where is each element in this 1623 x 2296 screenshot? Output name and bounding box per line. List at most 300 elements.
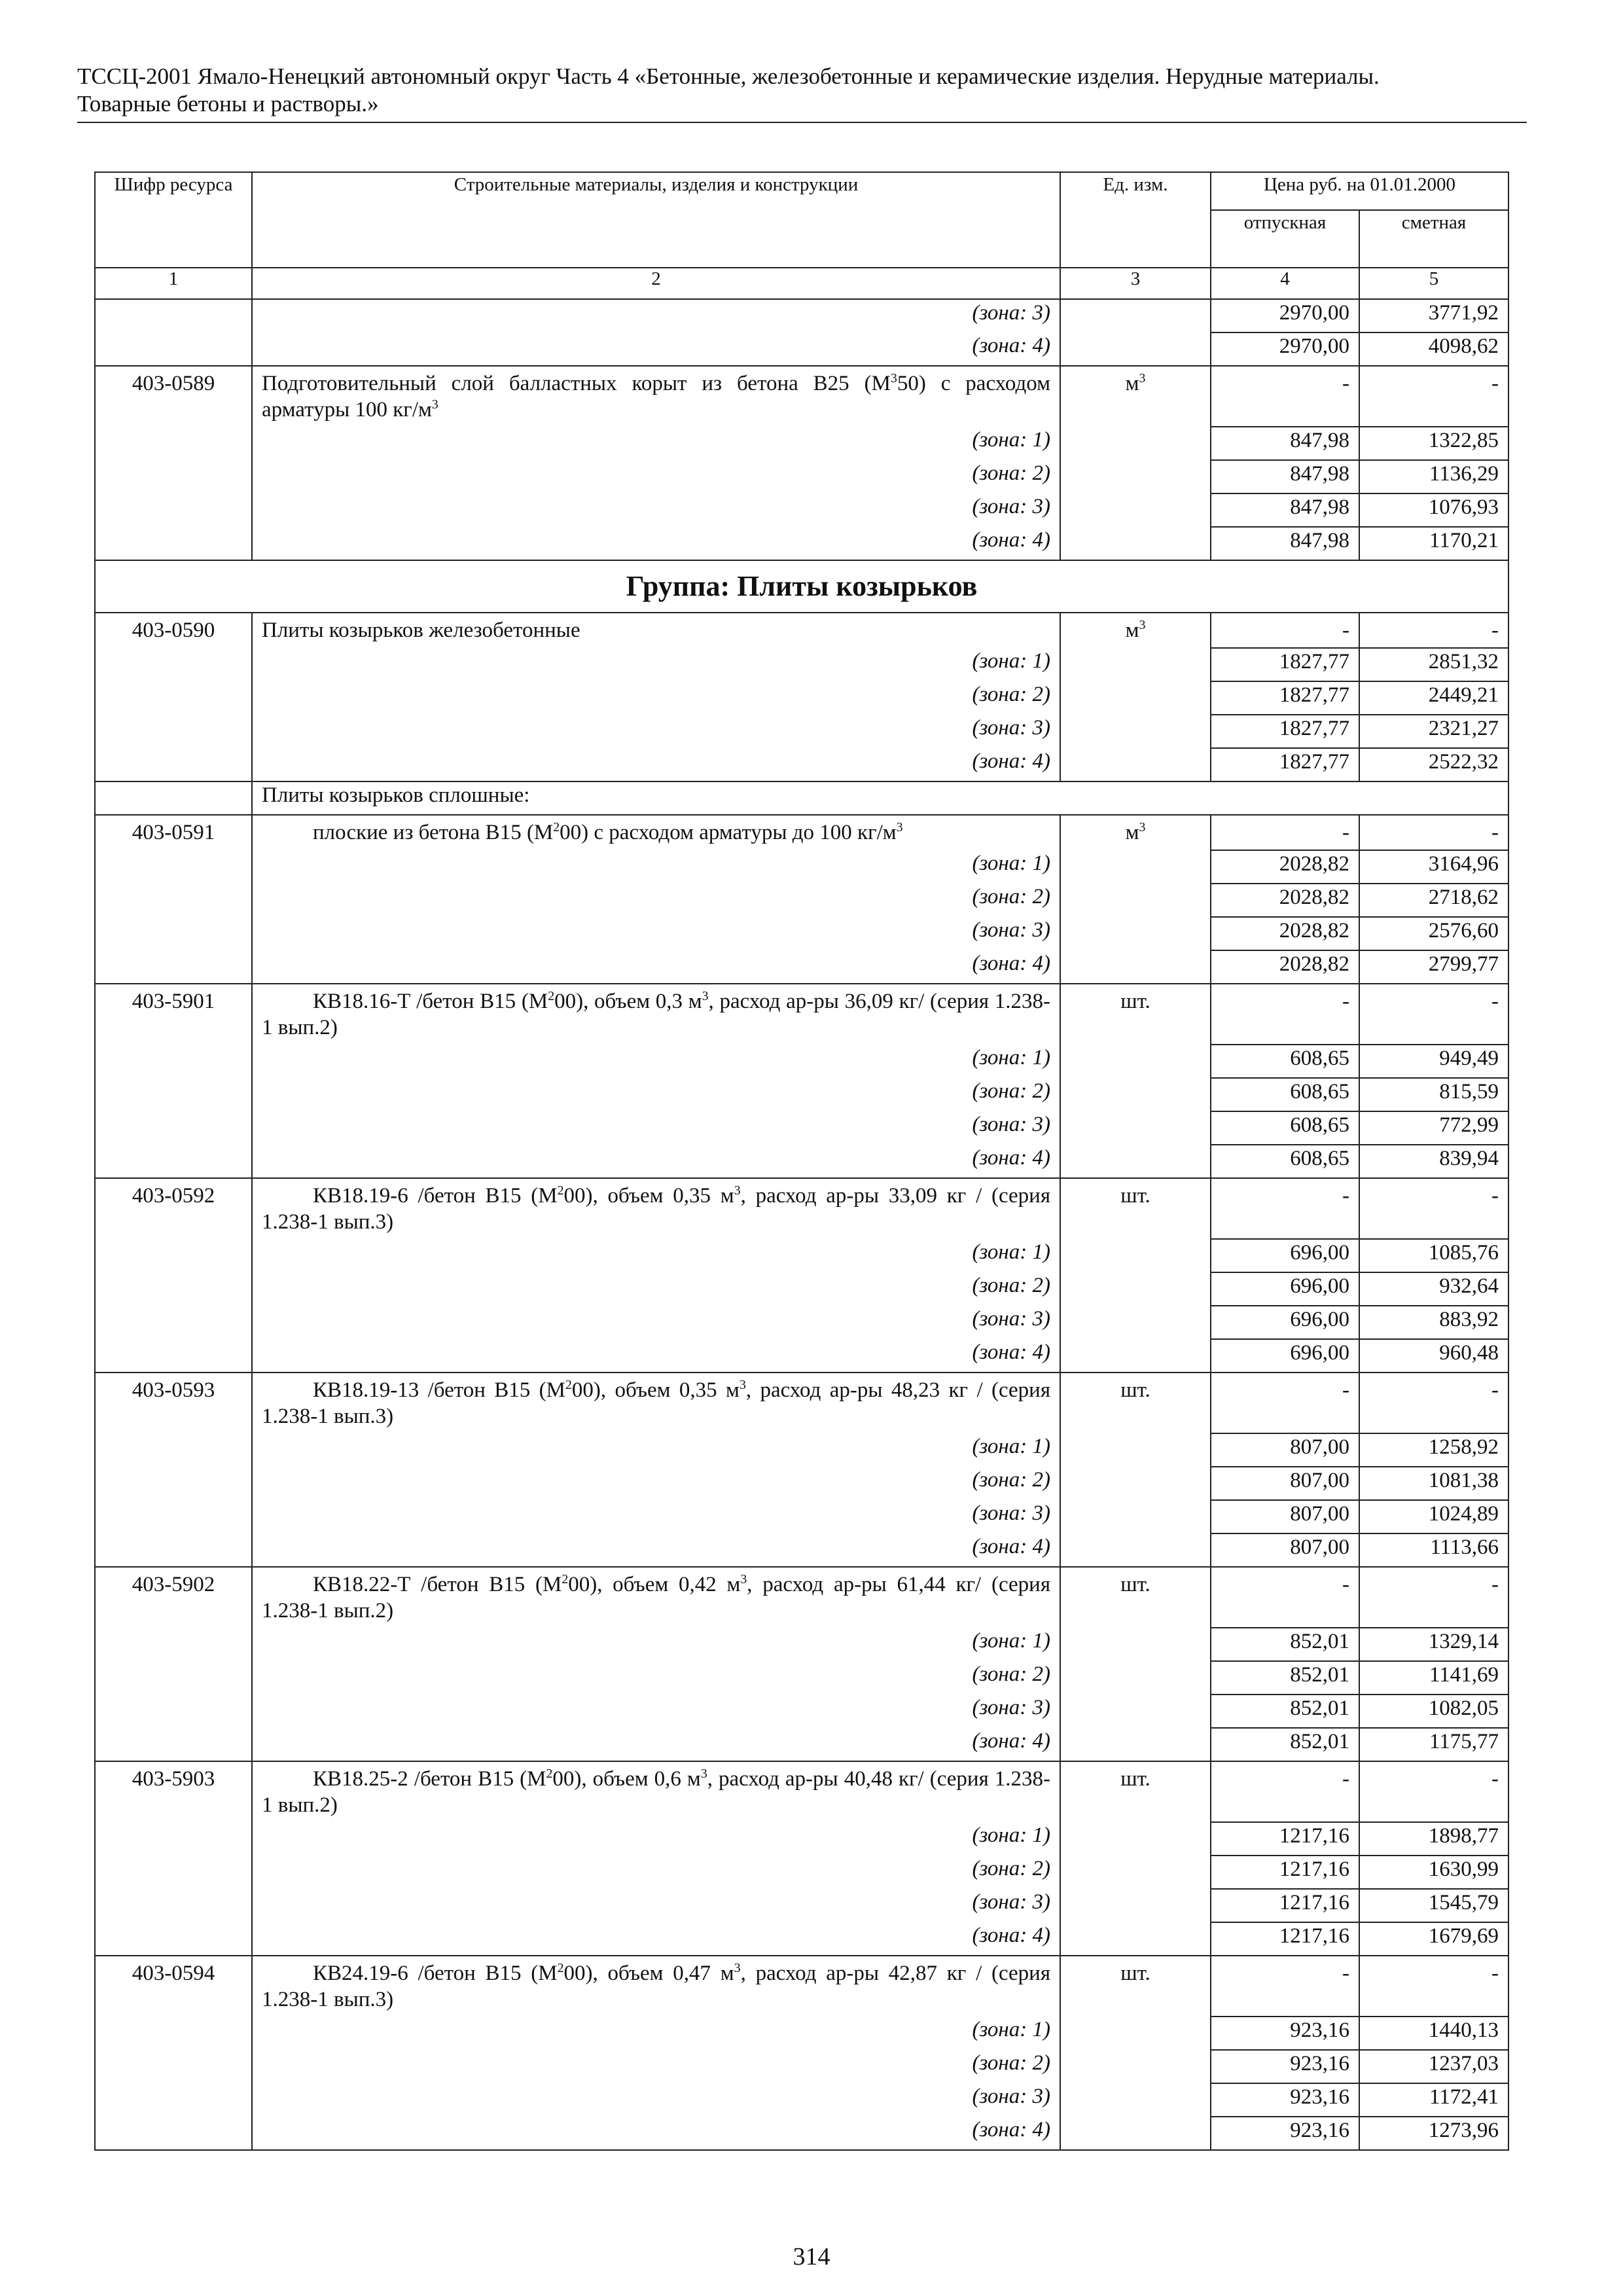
zone-label: (зона: 2)	[252, 1467, 1060, 1500]
unit-of-measure: шт.	[1060, 1567, 1211, 1628]
unit-cell	[1060, 332, 1211, 366]
unit-cell	[1060, 648, 1211, 681]
release-price: 1827,77	[1211, 681, 1359, 715]
zone-label: (зона: 2)	[252, 1661, 1060, 1695]
zone-label: (зона: 3)	[252, 1111, 1060, 1145]
code-cell	[95, 332, 252, 366]
estimate-price: 839,94	[1359, 1145, 1508, 1178]
release-price: 608,65	[1211, 1145, 1359, 1178]
estimate-price: 772,99	[1359, 1111, 1508, 1145]
header-line-1: ТССЦ-2001 Ямало-Ненецкий автономный округ Часть 4 «Бетонные, железобетонные и керамические изделия. Нерудные материалы.	[77, 63, 1380, 89]
code-cell	[95, 917, 252, 950]
release-price: -	[1211, 1567, 1359, 1628]
release-price: 852,01	[1211, 1695, 1359, 1728]
zone-row	[95, 917, 1508, 950]
resource-code: 403-0594	[95, 1956, 252, 2017]
table-row	[95, 1761, 1508, 1822]
release-price: 847,98	[1211, 427, 1359, 460]
zone-row	[95, 332, 1508, 366]
release-price: 852,01	[1211, 1661, 1359, 1695]
code-cell	[95, 1433, 252, 1467]
zone-row	[95, 1822, 1508, 1856]
code-cell	[95, 681, 252, 715]
release-price: 1827,77	[1211, 648, 1359, 681]
zone-row	[95, 1661, 1508, 1695]
estimate-price: -	[1359, 1178, 1508, 1239]
price-table-body	[95, 299, 1508, 2150]
release-price: -	[1211, 1761, 1359, 1822]
estimate-price: 1273,96	[1359, 2117, 1508, 2150]
release-price: 807,00	[1211, 1534, 1359, 1567]
zone-label: (зона: 4)	[252, 1145, 1060, 1178]
code-cell	[95, 1078, 252, 1111]
table-row	[95, 1567, 1508, 1628]
release-price: 608,65	[1211, 1111, 1359, 1145]
estimate-price: 2718,62	[1359, 884, 1508, 917]
zone-row	[95, 648, 1508, 681]
zone-label: (зона: 4)	[252, 1728, 1060, 1761]
zone-label: (зона: 3)	[252, 299, 1060, 332]
unit-cell	[1060, 1695, 1211, 1728]
zone-label: (зона: 3)	[252, 1889, 1060, 1922]
estimate-price: 1898,77	[1359, 1822, 1508, 1856]
code-cell	[95, 2083, 252, 2117]
material-description: плоские из бетона В15 $(М^200)$ с расходом арматуры до 100 $кг/м^3$	[252, 815, 1060, 850]
zone-row	[95, 950, 1508, 984]
estimate-price: -	[1359, 1372, 1508, 1433]
zone-label: (зона: 4)	[252, 1339, 1060, 1372]
release-price: 2028,82	[1211, 884, 1359, 917]
estimate-price: 1237,03	[1359, 2050, 1508, 2083]
resource-code: 403-0589	[95, 366, 252, 427]
release-price: 1217,16	[1211, 1856, 1359, 1889]
estimate-price: 949,49	[1359, 1045, 1508, 1078]
code-cell	[95, 1856, 252, 1889]
estimate-price: 1679,69	[1359, 1922, 1508, 1956]
release-price: -	[1211, 1178, 1359, 1239]
release-price: 923,16	[1211, 2117, 1359, 2150]
zone-row	[95, 1078, 1508, 1111]
zone-label: (зона: 1)	[252, 1239, 1060, 1272]
unit-of-measure: шт.	[1060, 1178, 1211, 1239]
zone-label: (зона: 2)	[252, 681, 1060, 715]
estimate-price: 1258,92	[1359, 1433, 1508, 1467]
zone-label: (зона: 3)	[252, 493, 1060, 527]
zone-label: (зона: 2)	[252, 884, 1060, 917]
unit-of-measure: шт.	[1060, 1956, 1211, 2017]
code-cell	[95, 1306, 252, 1339]
release-price: 807,00	[1211, 1433, 1359, 1467]
estimate-price: 3164,96	[1359, 850, 1508, 884]
price-table	[94, 171, 1509, 2151]
zone-row	[95, 1145, 1508, 1178]
release-price: 696,00	[1211, 1306, 1359, 1339]
group-header-row	[95, 560, 1508, 613]
release-price: 696,00	[1211, 1339, 1359, 1372]
zone-row	[95, 748, 1508, 781]
zone-label: (зона: 3)	[252, 1695, 1060, 1728]
unit-cell	[1060, 850, 1211, 884]
zone-row	[95, 884, 1508, 917]
unit-cell	[1060, 1922, 1211, 1956]
zone-label: (зона: 2)	[252, 1856, 1060, 1889]
release-price: 696,00	[1211, 1239, 1359, 1272]
estimate-price: 1630,99	[1359, 1856, 1508, 1889]
code-cell	[95, 427, 252, 460]
release-price: -	[1211, 613, 1359, 648]
estimate-price: 1085,76	[1359, 1239, 1508, 1272]
estimate-price: 883,92	[1359, 1306, 1508, 1339]
col-number: 2	[252, 268, 1060, 299]
resource-code: 403-0592	[95, 1178, 252, 1239]
col-header-unit: Ед. изм.	[1060, 172, 1211, 268]
estimate-price: 1141,69	[1359, 1661, 1508, 1695]
zone-row	[95, 1239, 1508, 1272]
zone-row	[95, 2083, 1508, 2117]
zone-row	[95, 715, 1508, 748]
col-number: 5	[1359, 268, 1508, 299]
material-description: Плиты козырьков железобетонные	[252, 613, 1060, 648]
release-price: 847,98	[1211, 493, 1359, 527]
unit-cell	[1060, 1078, 1211, 1111]
zone-row	[95, 493, 1508, 527]
unit-cell	[1060, 2117, 1211, 2150]
subheading-row	[95, 781, 1508, 815]
unit-cell	[1060, 427, 1211, 460]
unit-cell	[1060, 950, 1211, 984]
code-cell	[95, 2017, 252, 2050]
zone-row	[95, 1272, 1508, 1306]
release-price: 847,98	[1211, 460, 1359, 493]
zone-row	[95, 460, 1508, 493]
release-price: 847,98	[1211, 527, 1359, 560]
release-price: 923,16	[1211, 2017, 1359, 2050]
unit-of-measure: шт.	[1060, 1761, 1211, 1822]
code-cell	[95, 781, 252, 815]
unit-cell	[1060, 748, 1211, 781]
release-price: 2028,82	[1211, 917, 1359, 950]
header-divider	[77, 122, 1527, 123]
estimate-price: -	[1359, 366, 1508, 427]
estimate-price: 1175,77	[1359, 1728, 1508, 1761]
unit-cell	[1060, 681, 1211, 715]
table-row	[95, 1178, 1508, 1239]
header-line-2: Товарные бетоны и растворы.»	[77, 91, 379, 117]
col-header-code: Шифр ресурса	[95, 172, 252, 268]
zone-row	[95, 1889, 1508, 1922]
unit-cell	[1060, 2083, 1211, 2117]
release-price: -	[1211, 984, 1359, 1045]
material-description: КВ18.19-6 /бетон В15 $(М^200)$, объем 0,35 $м^3$, расход ар-ры 33,09 кг / (серия 1.238-1 вып.3)	[252, 1178, 1060, 1239]
zone-label: (зона: 4)	[252, 1534, 1060, 1567]
release-price: 2970,00	[1211, 332, 1359, 366]
col-header-release: отпускная	[1211, 210, 1359, 268]
estimate-price: 1329,14	[1359, 1628, 1508, 1661]
estimate-price: -	[1359, 613, 1508, 648]
zone-label: (зона: 2)	[252, 1272, 1060, 1306]
code-cell	[95, 648, 252, 681]
zone-row	[95, 1695, 1508, 1728]
zone-row	[95, 1339, 1508, 1372]
subheading-title: Плиты козырьков сплошные:	[252, 781, 1508, 815]
zone-row	[95, 1306, 1508, 1339]
release-price: 696,00	[1211, 1272, 1359, 1306]
table-row	[95, 1372, 1508, 1433]
zone-label: (зона: 1)	[252, 1822, 1060, 1856]
zone-label: (зона: 3)	[252, 1306, 1060, 1339]
unit-cell	[1060, 1433, 1211, 1467]
resource-code: 403-0591	[95, 815, 252, 850]
zone-label: (зона: 1)	[252, 1045, 1060, 1078]
zone-label: (зона: 4)	[252, 1922, 1060, 1956]
zone-row	[95, 1728, 1508, 1761]
code-cell	[95, 1467, 252, 1500]
estimate-price: 2799,77	[1359, 950, 1508, 984]
estimate-price: 2522,32	[1359, 748, 1508, 781]
zone-label: (зона: 1)	[252, 850, 1060, 884]
zone-label: (зона: 1)	[252, 1433, 1060, 1467]
estimate-price: 1136,29	[1359, 460, 1508, 493]
code-cell	[95, 1339, 252, 1372]
zone-label: (зона: 3)	[252, 917, 1060, 950]
zone-row	[95, 2117, 1508, 2150]
estimate-price: -	[1359, 984, 1508, 1045]
unit-cell	[1060, 1728, 1211, 1761]
resource-code: 403-0590	[95, 613, 252, 648]
release-price: -	[1211, 815, 1359, 850]
zone-label: (зона: 3)	[252, 2083, 1060, 2117]
release-price: 923,16	[1211, 2050, 1359, 2083]
release-price: 852,01	[1211, 1728, 1359, 1761]
zone-label: (зона: 3)	[252, 715, 1060, 748]
unit-cell	[1060, 1822, 1211, 1856]
unit-cell	[1060, 1467, 1211, 1500]
unit-of-measure: шт.	[1060, 1372, 1211, 1433]
table-row	[95, 1956, 1508, 2017]
unit-cell	[1060, 1339, 1211, 1372]
material-description: КВ18.25-2 /бетон В15 $(М^200)$, объем 0,6 $м^3$, расход ар-ры 40,48 кг/ (серия 1.238-1 вып.2)	[252, 1761, 1060, 1822]
code-cell	[95, 299, 252, 332]
col-number: 3	[1060, 268, 1211, 299]
release-price: 1827,77	[1211, 748, 1359, 781]
release-price: 608,65	[1211, 1045, 1359, 1078]
resource-code: 403-0593	[95, 1372, 252, 1433]
zone-row	[95, 299, 1508, 332]
code-cell	[95, 1111, 252, 1145]
table-row	[95, 613, 1508, 648]
release-price: 807,00	[1211, 1500, 1359, 1534]
code-cell	[95, 493, 252, 527]
release-price: -	[1211, 366, 1359, 427]
material-description: КВ24.19-6 /бетон В15 $(М^200)$, объем 0,47 $м^3$, расход ар-ры 42,87 кг / (серия 1.238-1 вып.3)	[252, 1956, 1060, 2017]
zone-row	[95, 2017, 1508, 2050]
code-cell	[95, 1822, 252, 1856]
zone-label: (зона: 4)	[252, 2117, 1060, 2150]
unit-cell	[1060, 1500, 1211, 1534]
zone-label: (зона: 2)	[252, 2050, 1060, 2083]
estimate-price: 815,59	[1359, 1078, 1508, 1111]
zone-row	[95, 427, 1508, 460]
estimate-price: 2449,21	[1359, 681, 1508, 715]
unit-cell	[1060, 493, 1211, 527]
code-cell	[95, 1661, 252, 1695]
zone-label: (зона: 3)	[252, 1500, 1060, 1534]
estimate-price: 960,48	[1359, 1339, 1508, 1372]
estimate-price: 2576,60	[1359, 917, 1508, 950]
zone-label: (зона: 1)	[252, 427, 1060, 460]
zone-row	[95, 1500, 1508, 1534]
estimate-price: 1322,85	[1359, 427, 1508, 460]
release-price: 1217,16	[1211, 1922, 1359, 1956]
unit-cell	[1060, 1272, 1211, 1306]
zone-row	[95, 1922, 1508, 1956]
estimate-price: 1545,79	[1359, 1889, 1508, 1922]
estimate-price: 932,64	[1359, 1272, 1508, 1306]
estimate-price: 1081,38	[1359, 1467, 1508, 1500]
material-description: КВ18.16-Т /бетон В15 $(М^200)$, объем 0,3 $м^3$, расход ар-ры 36,09 кг/ (серия 1.238-1 вып.2)	[252, 984, 1060, 1045]
unit-cell	[1060, 1239, 1211, 1272]
estimate-price: 3771,92	[1359, 299, 1508, 332]
estimate-price: -	[1359, 1567, 1508, 1628]
release-price: 1827,77	[1211, 715, 1359, 748]
release-price: 608,65	[1211, 1078, 1359, 1111]
zone-row	[95, 1628, 1508, 1661]
unit-cell	[1060, 299, 1211, 332]
code-cell	[95, 850, 252, 884]
unit-cell	[1060, 715, 1211, 748]
table-row	[95, 984, 1508, 1045]
code-cell	[95, 1628, 252, 1661]
zone-label: (зона: 4)	[252, 950, 1060, 984]
zone-label: (зона: 1)	[252, 2017, 1060, 2050]
estimate-price: 1024,89	[1359, 1500, 1508, 1534]
document-header	[77, 63, 1530, 118]
zone-row	[95, 2050, 1508, 2083]
unit-cell	[1060, 1628, 1211, 1661]
code-cell	[95, 884, 252, 917]
release-price: 2028,82	[1211, 850, 1359, 884]
code-cell	[95, 1889, 252, 1922]
release-price: -	[1211, 1956, 1359, 2017]
unit-cell	[1060, 460, 1211, 493]
code-cell	[95, 527, 252, 560]
unit-cell	[1060, 917, 1211, 950]
code-cell	[95, 715, 252, 748]
code-cell	[95, 2050, 252, 2083]
code-cell	[95, 1045, 252, 1078]
estimate-price: 2851,32	[1359, 648, 1508, 681]
unit-cell	[1060, 1856, 1211, 1889]
estimate-price: 4098,62	[1359, 332, 1508, 366]
table-row	[95, 815, 1508, 850]
code-cell	[95, 950, 252, 984]
resource-code: 403-5902	[95, 1567, 252, 1628]
zone-label: (зона: 1)	[252, 648, 1060, 681]
group-title: Группа: Плиты козырьков	[95, 560, 1508, 613]
release-price: 1217,16	[1211, 1822, 1359, 1856]
zone-row	[95, 1111, 1508, 1145]
zone-row	[95, 1534, 1508, 1567]
estimate-price: 1113,66	[1359, 1534, 1508, 1567]
code-cell	[95, 1728, 252, 1761]
zone-label: (зона: 4)	[252, 748, 1060, 781]
code-cell	[95, 748, 252, 781]
unit-of-measure: $м^3$	[1060, 613, 1211, 648]
release-price: 807,00	[1211, 1467, 1359, 1500]
unit-cell	[1060, 1145, 1211, 1178]
col-header-estimate: сметная	[1359, 210, 1508, 268]
estimate-price: -	[1359, 1761, 1508, 1822]
code-cell	[95, 1272, 252, 1306]
unit-cell	[1060, 1661, 1211, 1695]
zone-row	[95, 681, 1508, 715]
code-cell	[95, 1500, 252, 1534]
estimate-price: 1172,41	[1359, 2083, 1508, 2117]
estimate-price: -	[1359, 815, 1508, 850]
release-price: -	[1211, 1372, 1359, 1433]
code-cell	[95, 1695, 252, 1728]
zone-row	[95, 1856, 1508, 1889]
unit-cell	[1060, 527, 1211, 560]
zone-label: (зона: 1)	[252, 1628, 1060, 1661]
table-row	[95, 366, 1508, 427]
estimate-price: 1082,05	[1359, 1695, 1508, 1728]
unit-of-measure: $м^3$	[1060, 815, 1211, 850]
col-header-price: Цена руб. на 01.01.2000	[1211, 172, 1508, 210]
zone-row	[95, 1045, 1508, 1078]
code-cell	[95, 1922, 252, 1956]
page-number: 314	[793, 2243, 830, 2270]
zone-row	[95, 1467, 1508, 1500]
unit-cell	[1060, 1889, 1211, 1922]
col-number: 1	[95, 268, 252, 299]
material-description: КВ18.19-13 /бетон В15 $(М^200)$, объем 0,35 $м^3$, расход ар-ры 48,23 кг / (серия 1.238-1 вып.3)	[252, 1372, 1060, 1433]
code-cell	[95, 1145, 252, 1178]
zone-row	[95, 527, 1508, 560]
estimate-price: 1170,21	[1359, 527, 1508, 560]
zone-label: (зона: 4)	[252, 332, 1060, 366]
estimate-price: 1440,13	[1359, 2017, 1508, 2050]
col-number: 4	[1211, 268, 1359, 299]
resource-code: 403-5903	[95, 1761, 252, 1822]
estimate-price: -	[1359, 1956, 1508, 2017]
material-description: КВ18.22-Т /бетон В15 $(М^200)$, объем 0,42 $м^3$, расход ар-ры 61,44 кг/ (серия 1.238-1 вып.2)	[252, 1567, 1060, 1628]
zone-label: (зона: 2)	[252, 460, 1060, 493]
unit-cell	[1060, 1111, 1211, 1145]
code-cell	[95, 1239, 252, 1272]
material-description: Подготовительный слой балластных корыт из бетона В25 $(М^350)$ с расходом арматуры 100 $кг/м^3$	[252, 366, 1060, 427]
zone-row	[95, 850, 1508, 884]
unit-of-measure: $м^3$	[1060, 366, 1211, 427]
unit-cell	[1060, 1534, 1211, 1567]
unit-of-measure: шт.	[1060, 984, 1211, 1045]
col-header-name: Строительные материалы, изделия и конструкции	[252, 172, 1060, 268]
unit-cell	[1060, 1045, 1211, 1078]
estimate-price: 2321,27	[1359, 715, 1508, 748]
unit-cell	[1060, 2050, 1211, 2083]
release-price: 852,01	[1211, 1628, 1359, 1661]
release-price: 1217,16	[1211, 1889, 1359, 1922]
code-cell	[95, 460, 252, 493]
release-price: 2970,00	[1211, 299, 1359, 332]
estimate-price: 1076,93	[1359, 493, 1508, 527]
zone-label: (зона: 4)	[252, 527, 1060, 560]
unit-cell	[1060, 884, 1211, 917]
release-price: 923,16	[1211, 2083, 1359, 2117]
zone-row	[95, 1433, 1508, 1467]
code-cell	[95, 1534, 252, 1567]
code-cell	[95, 2117, 252, 2150]
